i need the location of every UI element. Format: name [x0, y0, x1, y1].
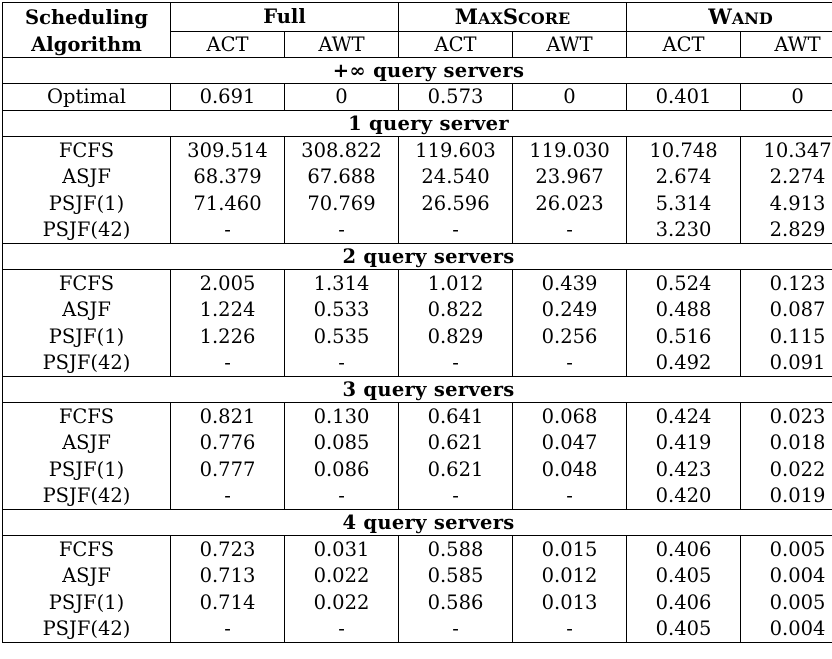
value-cell: 68.379 — [171, 164, 285, 191]
value-cell: - — [513, 483, 627, 510]
value-cell: 0 — [513, 84, 627, 111]
table-body — [3, 58, 832, 643]
algorithm-cell: PSJF(1) — [3, 190, 171, 217]
value-cell: 0.022 — [741, 456, 832, 483]
value-cell: 0.723 — [171, 536, 285, 563]
value-cell: 0.031 — [285, 536, 399, 563]
value-cell: 309.514 — [171, 137, 285, 164]
algorithm-cell: PSJF(1) — [3, 323, 171, 350]
value-cell: 0.641 — [399, 403, 513, 430]
value-cell: 0.405 — [627, 563, 741, 590]
value-cell: 0.405 — [627, 616, 741, 643]
value-cell: 0.419 — [627, 430, 741, 457]
table-row — [3, 190, 832, 217]
value-cell: 0.087 — [741, 297, 832, 324]
value-cell: 67.688 — [285, 164, 399, 191]
header-metric: AWT — [285, 32, 399, 58]
value-cell: 0.691 — [171, 84, 285, 111]
value-cell: - — [285, 217, 399, 244]
value-cell: - — [399, 350, 513, 377]
algorithm-cell: FCFS — [3, 536, 171, 563]
algorithm-cell: PSJF(42) — [3, 616, 171, 643]
table-row — [3, 456, 832, 483]
value-cell: 0.439 — [513, 270, 627, 297]
algorithm-cell: ASJF — [3, 563, 171, 590]
header-metric: ACT — [171, 32, 285, 58]
section-title: +∞ query servers — [3, 58, 832, 84]
algorithm-cell: FCFS — [3, 403, 171, 430]
value-cell: 26.596 — [399, 190, 513, 217]
value-cell: 0.115 — [741, 323, 832, 350]
value-cell: 0.533 — [285, 297, 399, 324]
value-cell: 23.967 — [513, 164, 627, 191]
header-metric: ACT — [627, 32, 741, 58]
value-cell: 0.573 — [399, 84, 513, 111]
table-row — [3, 323, 832, 350]
algorithm-cell: PSJF(42) — [3, 217, 171, 244]
value-cell: 0.420 — [627, 483, 741, 510]
value-cell: 2.829 — [741, 217, 832, 244]
value-cell: 0.822 — [399, 297, 513, 324]
value-cell: 0.023 — [741, 403, 832, 430]
value-cell: 2.274 — [741, 164, 832, 191]
algorithm-cell: FCFS — [3, 137, 171, 164]
value-cell: 0.714 — [171, 589, 285, 616]
value-cell: - — [171, 350, 285, 377]
value-cell: - — [399, 217, 513, 244]
value-cell: 0.524 — [627, 270, 741, 297]
table-row — [3, 137, 832, 164]
value-cell: 0.005 — [741, 589, 832, 616]
algorithm-cell: ASJF — [3, 430, 171, 457]
table-row — [3, 563, 832, 590]
value-cell: 0.621 — [399, 430, 513, 457]
value-cell: 119.030 — [513, 137, 627, 164]
value-cell: 0.492 — [627, 350, 741, 377]
value-cell: - — [513, 616, 627, 643]
value-cell: - — [399, 483, 513, 510]
table-row — [3, 350, 832, 377]
section-header-row — [3, 244, 832, 270]
value-cell: 0.086 — [285, 456, 399, 483]
value-cell: 0.588 — [399, 536, 513, 563]
value-cell: 0.423 — [627, 456, 741, 483]
value-cell: 10.748 — [627, 137, 741, 164]
value-cell: 0.249 — [513, 297, 627, 324]
value-cell: 0.005 — [741, 536, 832, 563]
value-cell: 0.406 — [627, 589, 741, 616]
value-cell: 0.091 — [741, 350, 832, 377]
value-cell: 0.022 — [285, 563, 399, 590]
value-cell: 0.022 — [285, 589, 399, 616]
algorithm-cell: PSJF(42) — [3, 350, 171, 377]
header-metric: AWT — [513, 32, 627, 58]
table-row — [3, 430, 832, 457]
section-header-row — [3, 58, 832, 84]
value-cell: - — [285, 483, 399, 510]
header-algorithm: Algorithm — [3, 32, 171, 58]
section-title: 2 query servers — [3, 244, 832, 270]
header-scheduling: Scheduling — [3, 3, 171, 32]
value-cell: - — [513, 350, 627, 377]
algorithm-cell: FCFS — [3, 270, 171, 297]
table-row — [3, 483, 832, 510]
table-row — [3, 217, 832, 244]
value-cell: 71.460 — [171, 190, 285, 217]
value-cell: - — [171, 483, 285, 510]
section-title: 4 query servers — [3, 510, 832, 536]
value-cell: 0.256 — [513, 323, 627, 350]
value-cell: 0.068 — [513, 403, 627, 430]
value-cell: 0.047 — [513, 430, 627, 457]
value-cell: 0.004 — [741, 616, 832, 643]
table-row — [3, 403, 832, 430]
value-cell: 0.406 — [627, 536, 741, 563]
value-cell: 0.488 — [627, 297, 741, 324]
algorithm-cell: ASJF — [3, 164, 171, 191]
value-cell: - — [513, 217, 627, 244]
value-cell: 0.123 — [741, 270, 832, 297]
value-cell: 0.012 — [513, 563, 627, 590]
value-cell: 1.224 — [171, 297, 285, 324]
section-title: 3 query servers — [3, 377, 832, 403]
value-cell: 0.018 — [741, 430, 832, 457]
table-row — [3, 84, 832, 111]
value-cell: 0.586 — [399, 589, 513, 616]
value-cell: - — [171, 616, 285, 643]
value-cell: 119.603 — [399, 137, 513, 164]
algorithm-cell: PSJF(1) — [3, 589, 171, 616]
section-header-row — [3, 377, 832, 403]
section-header-row — [3, 510, 832, 536]
value-cell: 0.585 — [399, 563, 513, 590]
table-row — [3, 297, 832, 324]
value-cell: 0.777 — [171, 456, 285, 483]
value-cell: 3.230 — [627, 217, 741, 244]
table-row — [3, 589, 832, 616]
algorithm-cell: PSJF(42) — [3, 483, 171, 510]
value-cell: 0.013 — [513, 589, 627, 616]
header-row-groups — [3, 3, 832, 32]
value-cell: 2.674 — [627, 164, 741, 191]
value-cell: 0.424 — [627, 403, 741, 430]
value-cell: 308.822 — [285, 137, 399, 164]
value-cell: 0.821 — [171, 403, 285, 430]
value-cell: 5.314 — [627, 190, 741, 217]
value-cell: 0.776 — [171, 430, 285, 457]
section-header-row — [3, 111, 832, 137]
value-cell: 2.005 — [171, 270, 285, 297]
header-row-metrics — [3, 32, 832, 58]
value-cell: 1.226 — [171, 323, 285, 350]
value-cell: 0.085 — [285, 430, 399, 457]
value-cell: 0.019 — [741, 483, 832, 510]
value-cell: - — [285, 350, 399, 377]
value-cell: 24.540 — [399, 164, 513, 191]
value-cell: - — [171, 217, 285, 244]
algorithm-cell: ASJF — [3, 297, 171, 324]
value-cell: - — [285, 616, 399, 643]
value-cell: 1.012 — [399, 270, 513, 297]
value-cell: 1.314 — [285, 270, 399, 297]
value-cell: 0.829 — [399, 323, 513, 350]
table-row — [3, 536, 832, 563]
header-group-full: Full — [171, 3, 399, 32]
value-cell: 0.535 — [285, 323, 399, 350]
value-cell: 0 — [741, 84, 832, 111]
table-row — [3, 616, 832, 643]
value-cell: 0.130 — [285, 403, 399, 430]
header-group-wand: WAND — [627, 3, 832, 32]
value-cell: 0.004 — [741, 563, 832, 590]
value-cell: 26.023 — [513, 190, 627, 217]
results-table — [2, 2, 832, 643]
value-cell: 10.347 — [741, 137, 832, 164]
table-row — [3, 270, 832, 297]
value-cell: - — [399, 616, 513, 643]
header-metric: AWT — [741, 32, 832, 58]
value-cell: 0.015 — [513, 536, 627, 563]
header-metric: ACT — [399, 32, 513, 58]
table-row — [3, 164, 832, 191]
value-cell: 0.516 — [627, 323, 741, 350]
value-cell: 0.401 — [627, 84, 741, 111]
value-cell: 0.621 — [399, 456, 513, 483]
algorithm-cell: PSJF(1) — [3, 456, 171, 483]
header-group-maxscore: MAXSCORE — [399, 3, 627, 32]
section-title: 1 query server — [3, 111, 832, 137]
value-cell: 70.769 — [285, 190, 399, 217]
value-cell: 0 — [285, 84, 399, 111]
value-cell: 0.713 — [171, 563, 285, 590]
value-cell: 4.913 — [741, 190, 832, 217]
algorithm-cell: Optimal — [3, 84, 171, 111]
value-cell: 0.048 — [513, 456, 627, 483]
